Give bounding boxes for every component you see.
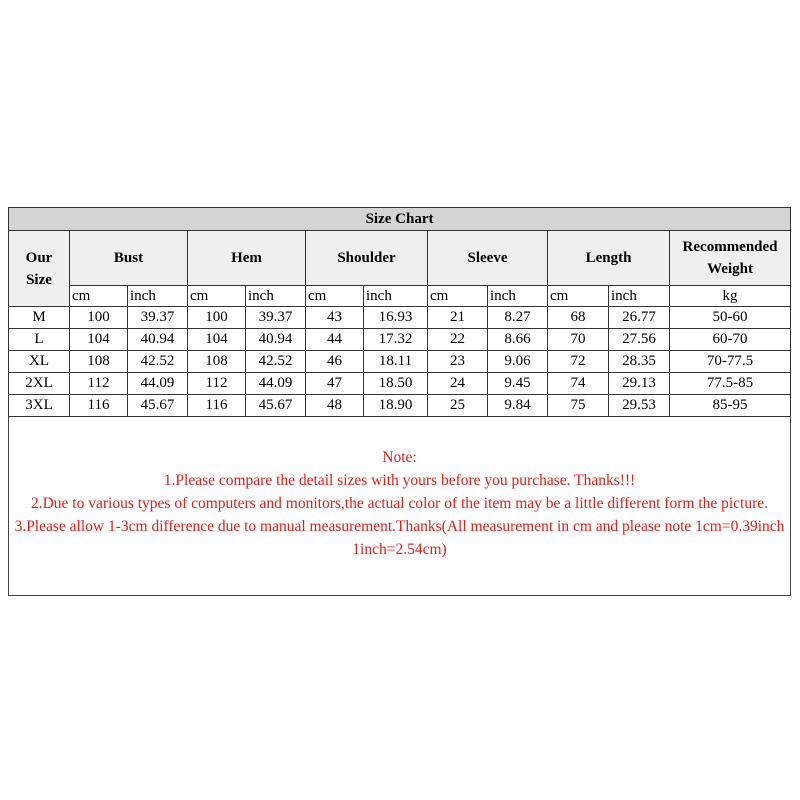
shoulder-inch-cell: 18.50 (364, 373, 428, 395)
hem-cm-cell: 104 (188, 329, 246, 351)
size-header-line1: Our (25, 249, 53, 266)
sleeve-cm-cell: 24 (428, 373, 488, 395)
unit-cm: cm (306, 286, 364, 307)
bust-inch-cell: 40.94 (128, 329, 188, 351)
chart-title: Size Chart (9, 208, 791, 231)
table-row (9, 307, 791, 329)
length-inch-cell: 28.35 (609, 351, 670, 373)
shoulder-inch-cell: 18.11 (364, 351, 428, 373)
unit-cm: cm (188, 286, 246, 307)
sleeve-cm-cell: 23 (428, 351, 488, 373)
shoulder-cm-cell: 47 (306, 373, 364, 395)
weight-cell: 70-77.5 (670, 351, 791, 373)
table-row (9, 373, 791, 395)
hem-inch-cell: 45.67 (246, 395, 306, 417)
size-cell: 3XL (9, 395, 70, 417)
shoulder-cm-cell: 43 (306, 307, 364, 329)
sleeve-inch-cell: 8.66 (488, 329, 548, 351)
shoulder-inch-cell: 18.90 (364, 395, 428, 417)
sleeve-header: Sleeve (428, 231, 548, 286)
weight-cell: 85-95 (670, 395, 791, 417)
note-line-1: 1.Please compare the detail sizes with yours before you purchase. Thanks!!! (163, 472, 636, 489)
unit-row (9, 286, 791, 307)
bust-cm-cell: 100 (70, 307, 128, 329)
shoulder-inch-cell: 17.32 (364, 329, 428, 351)
weight-header-line2: Weight (707, 261, 753, 277)
unit-kg: kg (670, 286, 791, 307)
length-inch-cell: 27.56 (609, 329, 670, 351)
note-line-3: 3.Please allow 1-3cm difference due to manual measurement.Thanks(All measurement in cm and please note 1cm=0.39inch 1inch=2.54cm) (14, 518, 785, 558)
unit-cm: cm (428, 286, 488, 307)
note-title: Note: (382, 449, 417, 466)
bust-inch-cell: 44.09 (128, 373, 188, 395)
shoulder-cm-cell: 44 (306, 329, 364, 351)
unit-inch: inch (246, 286, 306, 307)
unit-inch: inch (364, 286, 428, 307)
group-header-row (9, 231, 791, 286)
unit-cm: cm (548, 286, 609, 307)
hem-cm-cell: 100 (188, 307, 246, 329)
table-row (9, 395, 791, 417)
shoulder-cm-cell: 48 (306, 395, 364, 417)
size-header-line2: Size (26, 271, 52, 288)
unit-inch: inch (128, 286, 188, 307)
size-cell: M (9, 307, 70, 329)
notes-section (9, 444, 790, 561)
size-header (9, 231, 70, 307)
size-cell: L (9, 329, 70, 351)
length-header: Length (548, 231, 670, 286)
size-cell: XL (9, 351, 70, 373)
bust-cm-cell: 112 (70, 373, 128, 395)
shoulder-cm-cell: 46 (306, 351, 364, 373)
table-row (9, 351, 791, 373)
hem-inch-cell: 39.37 (246, 307, 306, 329)
hem-cm-cell: 112 (188, 373, 246, 395)
unit-cm: cm (70, 286, 128, 307)
bust-inch-cell: 42.52 (128, 351, 188, 373)
size-chart-table (8, 207, 791, 417)
length-cm-cell: 75 (548, 395, 609, 417)
table-row (9, 329, 791, 351)
weight-header-line1: Recommended (682, 239, 778, 255)
sleeve-inch-cell: 9.84 (488, 395, 548, 417)
weight-cell: 60-70 (670, 329, 791, 351)
sleeve-cm-cell: 21 (428, 307, 488, 329)
size-chart-sheet (8, 207, 791, 596)
sleeve-inch-cell: 8.27 (488, 307, 548, 329)
hem-header: Hem (188, 231, 306, 286)
sleeve-cm-cell: 25 (428, 395, 488, 417)
shoulder-header: Shoulder (306, 231, 428, 286)
length-cm-cell: 70 (548, 329, 609, 351)
hem-cm-cell: 116 (188, 395, 246, 417)
length-cm-cell: 74 (548, 373, 609, 395)
sleeve-inch-cell: 9.06 (488, 351, 548, 373)
hem-inch-cell: 44.09 (246, 373, 306, 395)
unit-inch: inch (488, 286, 548, 307)
bust-header: Bust (70, 231, 188, 286)
length-inch-cell: 29.13 (609, 373, 670, 395)
bust-cm-cell: 104 (70, 329, 128, 351)
bust-inch-cell: 45.67 (128, 395, 188, 417)
bust-inch-cell: 39.37 (128, 307, 188, 329)
unit-inch: inch (609, 286, 670, 307)
weight-header (670, 231, 791, 286)
hem-cm-cell: 108 (188, 351, 246, 373)
length-inch-cell: 26.77 (609, 307, 670, 329)
size-cell: 2XL (9, 373, 70, 395)
hem-inch-cell: 42.52 (246, 351, 306, 373)
bust-cm-cell: 116 (70, 395, 128, 417)
hem-inch-cell: 40.94 (246, 329, 306, 351)
weight-cell: 50-60 (670, 307, 791, 329)
length-inch-cell: 29.53 (609, 395, 670, 417)
sleeve-inch-cell: 9.45 (488, 373, 548, 395)
weight-cell: 77.5-85 (670, 373, 791, 395)
title-row (9, 208, 791, 231)
length-cm-cell: 68 (548, 307, 609, 329)
shoulder-inch-cell: 16.93 (364, 307, 428, 329)
sleeve-cm-cell: 22 (428, 329, 488, 351)
length-cm-cell: 72 (548, 351, 609, 373)
note-line-2: 2.Due to various types of computers and monitors,the actual color of the item may be a little different form the picture. (30, 495, 769, 512)
bust-cm-cell: 108 (70, 351, 128, 373)
